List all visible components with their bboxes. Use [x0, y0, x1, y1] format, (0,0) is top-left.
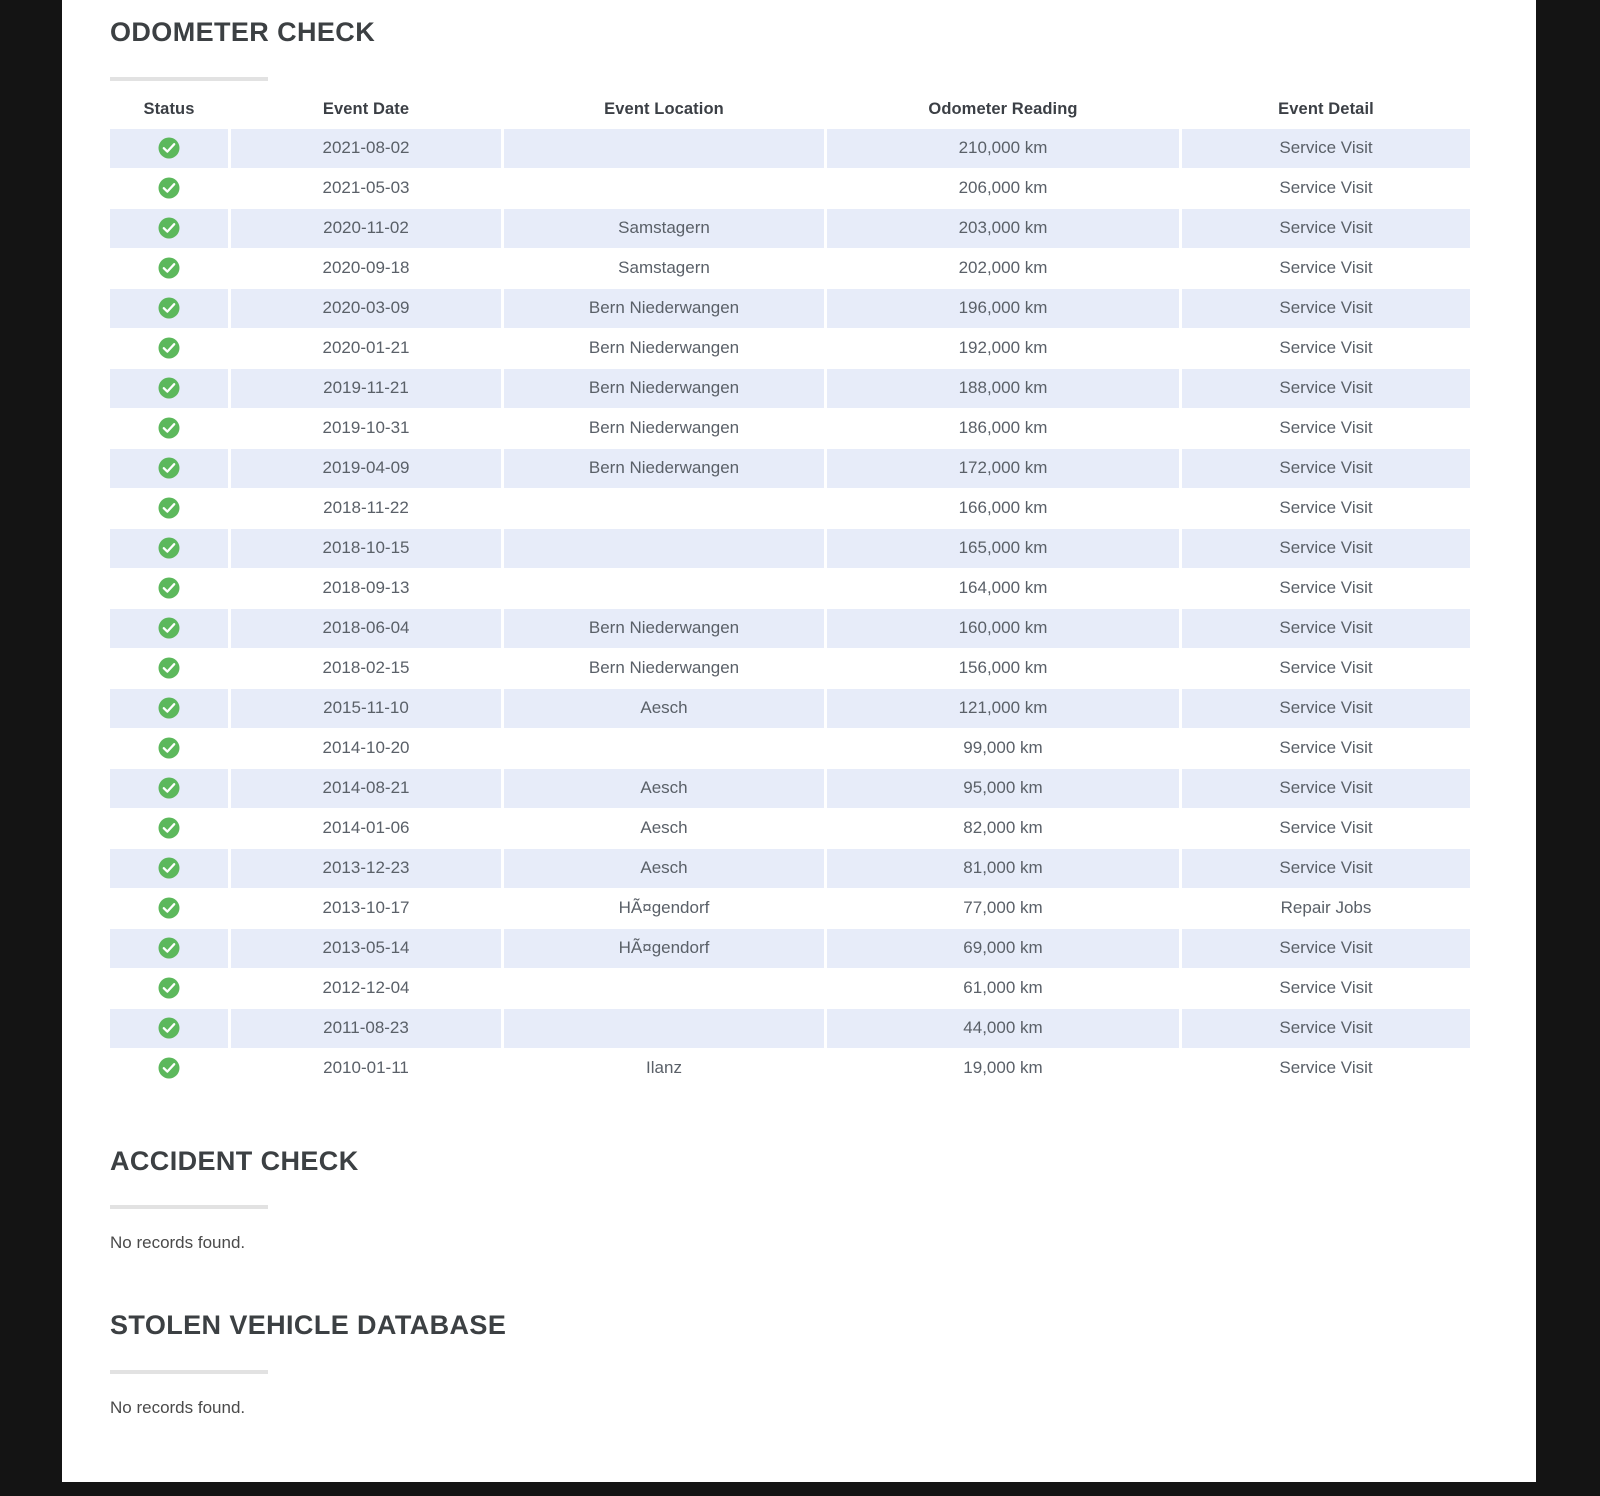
cell-event-date: 2011-08-23	[231, 1009, 501, 1048]
check-circle-icon	[158, 377, 180, 399]
check-circle-icon	[158, 617, 180, 639]
cell-odometer-reading: 44,000 km	[827, 1009, 1179, 1048]
cell-odometer-reading: 172,000 km	[827, 449, 1179, 488]
cell-event-date: 2013-12-23	[231, 849, 501, 888]
cell-odometer-reading: 210,000 km	[827, 129, 1179, 168]
cell-status	[110, 1009, 228, 1048]
cell-event-date: 2018-10-15	[231, 529, 501, 568]
cell-event-location	[504, 1009, 824, 1048]
check-circle-icon	[158, 417, 180, 439]
cell-event-date: 2010-01-11	[231, 1049, 501, 1088]
cell-odometer-reading: 202,000 km	[827, 249, 1179, 288]
cell-event-detail: Service Visit	[1182, 129, 1470, 168]
check-circle-icon	[158, 937, 180, 959]
cell-event-date: 2019-10-31	[231, 409, 501, 448]
section-title-stolen-vehicle-database: STOLEN VEHICLE DATABASE	[110, 1310, 507, 1341]
cell-odometer-reading: 95,000 km	[827, 769, 1179, 808]
cell-odometer-reading: 160,000 km	[827, 609, 1179, 648]
cell-status	[110, 969, 228, 1008]
table-row	[110, 569, 1470, 608]
table-row	[110, 449, 1470, 488]
cell-event-location: Samstagern	[504, 209, 824, 248]
cell-event-date: 2018-11-22	[231, 489, 501, 528]
cell-event-location	[504, 969, 824, 1008]
table-row	[110, 209, 1470, 248]
cell-odometer-reading: 82,000 km	[827, 809, 1179, 848]
cell-event-detail: Service Visit	[1182, 369, 1470, 408]
cell-event-location	[504, 489, 824, 528]
cell-event-detail: Service Visit	[1182, 289, 1470, 328]
section-stolen-vehicle-database	[110, 1311, 1518, 1418]
cell-event-detail: Service Visit	[1182, 1049, 1470, 1088]
cell-event-location: HÃ¤gendorf	[504, 929, 824, 968]
check-circle-icon	[158, 777, 180, 799]
table-row	[110, 769, 1470, 808]
cell-status	[110, 889, 228, 928]
cell-odometer-reading: 166,000 km	[827, 489, 1179, 528]
table-row	[110, 1049, 1470, 1088]
cell-event-detail: Service Visit	[1182, 849, 1470, 888]
cell-event-location: Bern Niederwangen	[504, 649, 824, 688]
cell-event-location	[504, 569, 824, 608]
check-circle-icon	[158, 177, 180, 199]
cell-event-detail: Service Visit	[1182, 769, 1470, 808]
section-title-odometer-check: ODOMETER CHECK	[110, 17, 376, 47]
table-row	[110, 849, 1470, 888]
check-circle-icon	[158, 137, 180, 159]
cell-event-detail: Service Visit	[1182, 609, 1470, 648]
check-circle-icon	[158, 217, 180, 239]
table-row	[110, 929, 1470, 968]
cell-status	[110, 1049, 228, 1088]
table-row	[110, 1009, 1470, 1048]
cell-event-detail: Service Visit	[1182, 649, 1470, 688]
table-row	[110, 729, 1470, 768]
check-circle-icon	[158, 977, 180, 999]
cell-event-detail: Repair Jobs	[1182, 889, 1470, 928]
cell-odometer-reading: 121,000 km	[827, 689, 1179, 728]
cell-event-detail: Service Visit	[1182, 209, 1470, 248]
cell-status	[110, 409, 228, 448]
cell-odometer-reading: 61,000 km	[827, 969, 1179, 1008]
check-circle-icon	[158, 1017, 180, 1039]
cell-event-date: 2015-11-10	[231, 689, 501, 728]
cell-event-date: 2020-03-09	[231, 289, 501, 328]
cell-event-location: Bern Niederwangen	[504, 329, 824, 368]
cell-event-date: 2018-06-04	[231, 609, 501, 648]
check-circle-icon	[158, 857, 180, 879]
cell-event-location	[504, 129, 824, 168]
cell-status	[110, 489, 228, 528]
table-row	[110, 249, 1470, 288]
cell-status	[110, 209, 228, 248]
cell-event-location	[504, 729, 824, 768]
section-title-accident-check: ACCIDENT CHECK	[110, 1145, 359, 1176]
cell-status	[110, 169, 228, 208]
cell-event-date: 2014-08-21	[231, 769, 501, 808]
check-circle-icon	[158, 497, 180, 519]
cell-event-detail: Service Visit	[1182, 929, 1470, 968]
cell-event-location: Bern Niederwangen	[504, 449, 824, 488]
cell-event-date: 2019-04-09	[231, 449, 501, 488]
cell-event-location: Aesch	[504, 769, 824, 808]
table-row	[110, 129, 1470, 168]
check-circle-icon	[158, 457, 180, 479]
cell-odometer-reading: 203,000 km	[827, 209, 1179, 248]
cell-odometer-reading: 81,000 km	[827, 849, 1179, 888]
cell-event-location: Aesch	[504, 849, 824, 888]
cell-event-date: 2019-11-21	[231, 369, 501, 408]
cell-event-location	[504, 169, 824, 208]
cell-status	[110, 609, 228, 648]
section-odometer-check	[110, 0, 1518, 1089]
column-header-event-location: Event Location	[604, 99, 724, 118]
cell-event-detail: Service Visit	[1182, 569, 1470, 608]
table-row	[110, 809, 1470, 848]
table-row	[110, 169, 1470, 208]
cell-odometer-reading: 206,000 km	[827, 169, 1179, 208]
cell-event-detail: Service Visit	[1182, 689, 1470, 728]
table-row	[110, 529, 1470, 568]
cell-event-date: 2020-09-18	[231, 249, 501, 288]
cell-event-location: Aesch	[504, 809, 824, 848]
table-row	[110, 689, 1470, 728]
cell-event-date: 2020-01-21	[231, 329, 501, 368]
report-content	[110, 0, 1518, 1418]
section-accident-check	[110, 1147, 1518, 1254]
cell-odometer-reading: 99,000 km	[827, 729, 1179, 768]
column-header-event-detail: Event Detail	[1278, 99, 1374, 118]
section-divider-accident	[110, 1205, 268, 1209]
cell-odometer-reading: 164,000 km	[827, 569, 1179, 608]
table-row	[110, 329, 1470, 368]
check-circle-icon	[158, 657, 180, 679]
cell-status	[110, 329, 228, 368]
cell-event-detail: Service Visit	[1182, 169, 1470, 208]
cell-event-detail: Service Visit	[1182, 809, 1470, 848]
check-circle-icon	[158, 697, 180, 719]
cell-event-date: 2020-11-02	[231, 209, 501, 248]
cell-event-location: Aesch	[504, 689, 824, 728]
cell-event-location: Bern Niederwangen	[504, 369, 824, 408]
cell-event-date: 2014-10-20	[231, 729, 501, 768]
column-header-odometer-reading: Odometer Reading	[928, 99, 1078, 118]
cell-event-location: Bern Niederwangen	[504, 409, 824, 448]
cell-event-location: Bern Niederwangen	[504, 609, 824, 648]
cell-status	[110, 529, 228, 568]
cell-event-location: Samstagern	[504, 249, 824, 288]
section-divider-odometer	[110, 77, 268, 81]
cell-event-date: 2018-09-13	[231, 569, 501, 608]
cell-status	[110, 649, 228, 688]
column-header-event-date: Event Date	[322, 99, 410, 118]
cell-event-location: Ilanz	[504, 1049, 824, 1088]
cell-event-date: 2013-05-14	[231, 929, 501, 968]
check-circle-icon	[158, 737, 180, 759]
table-header-row	[110, 94, 1470, 128]
cell-odometer-reading: 19,000 km	[827, 1049, 1179, 1088]
cell-event-detail: Service Visit	[1182, 1009, 1470, 1048]
cell-status	[110, 689, 228, 728]
table-row	[110, 289, 1470, 328]
stolen-vehicle-empty-message: No records found.	[110, 1398, 246, 1418]
cell-status	[110, 129, 228, 168]
cell-status	[110, 729, 228, 768]
cell-event-detail: Service Visit	[1182, 489, 1470, 528]
cell-status	[110, 769, 228, 808]
table-row	[110, 489, 1470, 528]
table-header	[110, 94, 1470, 128]
cell-event-detail: Service Visit	[1182, 409, 1470, 448]
check-circle-icon	[158, 897, 180, 919]
check-circle-icon	[158, 1057, 180, 1079]
cell-event-detail: Service Visit	[1182, 969, 1470, 1008]
cell-event-location: HÃ¤gendorf	[504, 889, 824, 928]
cell-event-date: 2012-12-04	[231, 969, 501, 1008]
table-row	[110, 409, 1470, 448]
cell-status	[110, 809, 228, 848]
check-circle-icon	[158, 817, 180, 839]
cell-event-date: 2018-02-15	[231, 649, 501, 688]
report-page	[62, 0, 1536, 1482]
cell-event-detail: Service Visit	[1182, 529, 1470, 568]
cell-event-detail: Service Visit	[1182, 449, 1470, 488]
cell-odometer-reading: 156,000 km	[827, 649, 1179, 688]
cell-odometer-reading: 77,000 km	[827, 889, 1179, 928]
cell-odometer-reading: 165,000 km	[827, 529, 1179, 568]
cell-status	[110, 929, 228, 968]
cell-event-location: Bern Niederwangen	[504, 289, 824, 328]
accident-check-empty-message: No records found.	[110, 1233, 246, 1253]
cell-odometer-reading: 192,000 km	[827, 329, 1179, 368]
cell-odometer-reading: 69,000 km	[827, 929, 1179, 968]
cell-event-detail: Service Visit	[1182, 249, 1470, 288]
table-row	[110, 649, 1470, 688]
cell-event-detail: Service Visit	[1182, 729, 1470, 768]
cell-status	[110, 849, 228, 888]
table-row	[110, 969, 1470, 1008]
cell-event-date: 2013-10-17	[231, 889, 501, 928]
cell-status	[110, 449, 228, 488]
cell-status	[110, 369, 228, 408]
cell-odometer-reading: 186,000 km	[827, 409, 1179, 448]
table-row	[110, 369, 1470, 408]
cell-status	[110, 249, 228, 288]
check-circle-icon	[158, 337, 180, 359]
cell-odometer-reading: 196,000 km	[827, 289, 1179, 328]
check-circle-icon	[158, 537, 180, 559]
section-divider-stolen	[110, 1370, 268, 1374]
check-circle-icon	[158, 257, 180, 279]
cell-event-date: 2021-08-02	[231, 129, 501, 168]
cell-status	[110, 289, 228, 328]
cell-event-detail: Service Visit	[1182, 329, 1470, 368]
table-row	[110, 609, 1470, 648]
cell-event-date: 2021-05-03	[231, 169, 501, 208]
cell-status	[110, 569, 228, 608]
column-header-status: Status	[143, 99, 195, 118]
cell-event-date: 2014-01-06	[231, 809, 501, 848]
cell-odometer-reading: 188,000 km	[827, 369, 1179, 408]
table-body	[110, 129, 1470, 1088]
table-row	[110, 889, 1470, 928]
cell-event-location	[504, 529, 824, 568]
check-circle-icon	[158, 297, 180, 319]
check-circle-icon	[158, 577, 180, 599]
odometer-check-table	[107, 93, 1473, 1089]
